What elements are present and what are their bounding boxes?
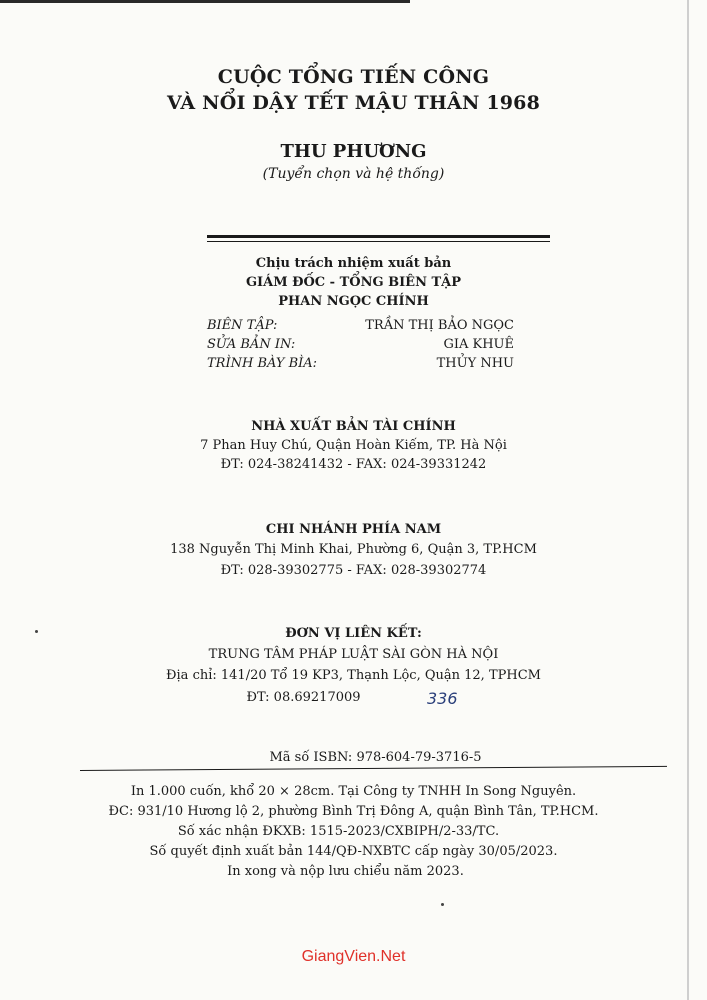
divider-thin: [207, 241, 550, 242]
publisher-phone: ĐT: 024-38241432 - FAX: 024-39331242: [220, 457, 487, 472]
credit-role-editor: BIÊN TẬP:: [207, 318, 278, 333]
publisher-address: 7 Phan Huy Chú, Quận Hoàn Kiếm, TP. Hà Nội: [200, 438, 507, 453]
publisher-name: NHÀ XUẤT BẢN TÀI CHÍNH: [251, 419, 456, 434]
partner-phone: ĐT: 08.69217009: [246, 690, 361, 705]
printing-line-2: ĐC: 931/10 Hương lộ 2, phường Bình Trị Đông A, quận Bình Tân, TP.HCM.: [108, 804, 599, 819]
book-title-line2: VÀ NỔI DẬY TẾT MẬU THÂN 1968: [166, 92, 541, 114]
printing-line-3: Số xác nhận ĐKXB: 1515-2023/CXBIPH/2-33/TC.: [177, 824, 500, 839]
branch-address: 138 Nguyễn Thị Minh Khai, Phường 6, Quận 3, TP.HCM: [170, 542, 537, 557]
handwritten-note: 336: [427, 689, 458, 708]
book-subtitle: (Tuyển chọn và hệ thống): [262, 166, 445, 182]
isbn: Mã số ISBN: 978-604-79-3716-5: [269, 750, 482, 765]
scan-top-edge: [0, 0, 410, 3]
partner-address: Địa chỉ: 141/20 Tổ 19 KP3, Thạnh Lộc, Quận 12, TPHCM: [166, 668, 541, 683]
scan-speck: [441, 903, 444, 906]
printing-line-4: Số quyết định xuất bản 144/QĐ-NXBTC cấp ngày 30/05/2023.: [149, 844, 558, 859]
credit-name-cover: THỦY NHU: [436, 356, 514, 371]
watermark: GiangVien.Net: [301, 948, 406, 965]
divider-bottom: [80, 766, 667, 771]
credit-name-editor: TRẦN THỊ BẢO NGỌC: [365, 318, 514, 333]
credit-role-cover: TRÌNH BÀY BÌA:: [207, 356, 318, 371]
partner-name: TRUNG TÂM PHÁP LUẬT SÀI GÒN HÀ NỘI: [208, 647, 499, 662]
scan-speck: [35, 630, 38, 633]
credit-name-proofreader: GIA KHUÊ: [443, 337, 514, 352]
branch-name: CHI NHÁNH PHÍA NAM: [265, 522, 442, 537]
branch-phone: ĐT: 028-39302775 - FAX: 028-39302774: [220, 563, 487, 578]
responsibility-person: PHAN NGỌC CHÍNH: [278, 294, 429, 309]
partner-heading: ĐƠN VỊ LIÊN KẾT:: [285, 626, 422, 641]
book-author: THU PHƯƠNG: [280, 141, 427, 162]
divider-thick: [207, 235, 550, 238]
responsibility-position: GIÁM ĐỐC - TỔNG BIÊN TẬP: [245, 275, 462, 290]
credit-role-proofreader: SỬA BẢN IN:: [207, 337, 296, 352]
book-title-line1: CUỘC TỔNG TIẾN CÔNG: [217, 66, 490, 88]
printing-line-1: In 1.000 cuốn, khổ 20 × 28cm. Tại Công ty TNHH In Song Nguyên.: [130, 784, 577, 799]
responsibility-heading: Chịu trách nhiệm xuất bản: [255, 256, 452, 271]
printing-line-5: In xong và nộp lưu chiểu năm 2023.: [227, 864, 464, 879]
